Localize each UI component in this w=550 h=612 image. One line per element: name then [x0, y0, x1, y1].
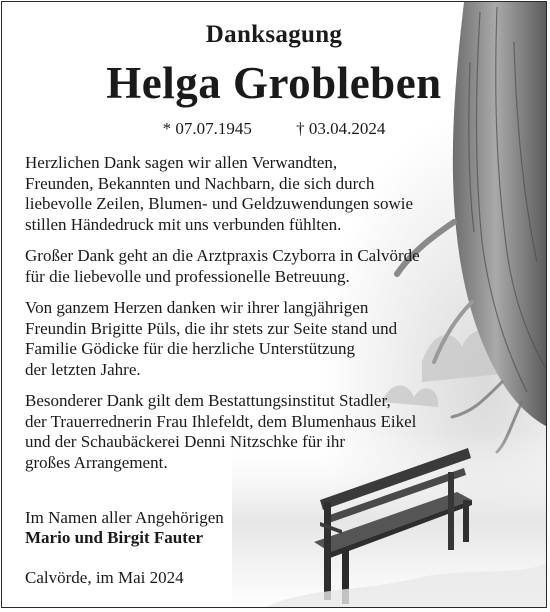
signature-names: Mario und Birgit Fauter	[25, 528, 204, 547]
text-line: Von ganzem Herzen danken wir ihrer langjährigen	[25, 298, 369, 317]
paragraph-thanks-doctor	[25, 246, 465, 287]
heading: Danksagung	[205, 21, 343, 48]
text-line: großes Arrangement.	[25, 452, 168, 472]
text-line: der Trauerrednerin Frau Ihlefeldt, dem Blumenhaus Eikel	[25, 411, 417, 431]
paragraph-thanks-family	[25, 153, 465, 235]
thanks-text	[25, 153, 465, 484]
obituary-notice	[1, 1, 547, 608]
paragraph-thanks-services	[25, 391, 465, 473]
text-line: Familie Gödicke für die herzliche Unterstützung	[25, 339, 355, 358]
text-line: und der Schaubäckerei Denni Nitzschke für ihr	[25, 432, 346, 451]
signature-block	[25, 508, 224, 548]
text-line: liebevolle Zeilen, Blumen- und Geldzuwendungen sowie	[25, 194, 414, 213]
deceased-name: Helga Grobleben	[106, 58, 442, 108]
birth-date: * 07.07.1945	[162, 119, 252, 138]
text-line: Herzlichen Dank sagen wir allen Verwandten,	[25, 153, 338, 172]
text-line: Freunden, Bekannten und Nachbarn, die sich durch	[25, 173, 375, 193]
life-dates	[2, 119, 546, 139]
text-line: für die liebevolle und professionelle Betreuung.	[25, 266, 350, 286]
text-line: stillen Händedruck mit uns verbunden fühlten.	[25, 214, 342, 234]
text-line: Besonderer Dank gilt dem Bestattungsinstitut Stadler,	[25, 391, 391, 410]
text-line: Freundin Brigitte Püls, die ihr stets zur Seite stand und	[25, 318, 398, 338]
text-line: Großer Dank geht an die Arztpraxis Czyborra in Calvörde	[25, 246, 420, 265]
death-date: † 03.04.2024	[296, 119, 386, 138]
place-and-date: Calvörde, im Mai 2024	[25, 568, 184, 587]
signature-intro: Im Namen aller Angehörigen	[25, 508, 224, 527]
paragraph-thanks-friends	[25, 298, 465, 380]
text-line: der letzten Jahre.	[25, 359, 141, 379]
